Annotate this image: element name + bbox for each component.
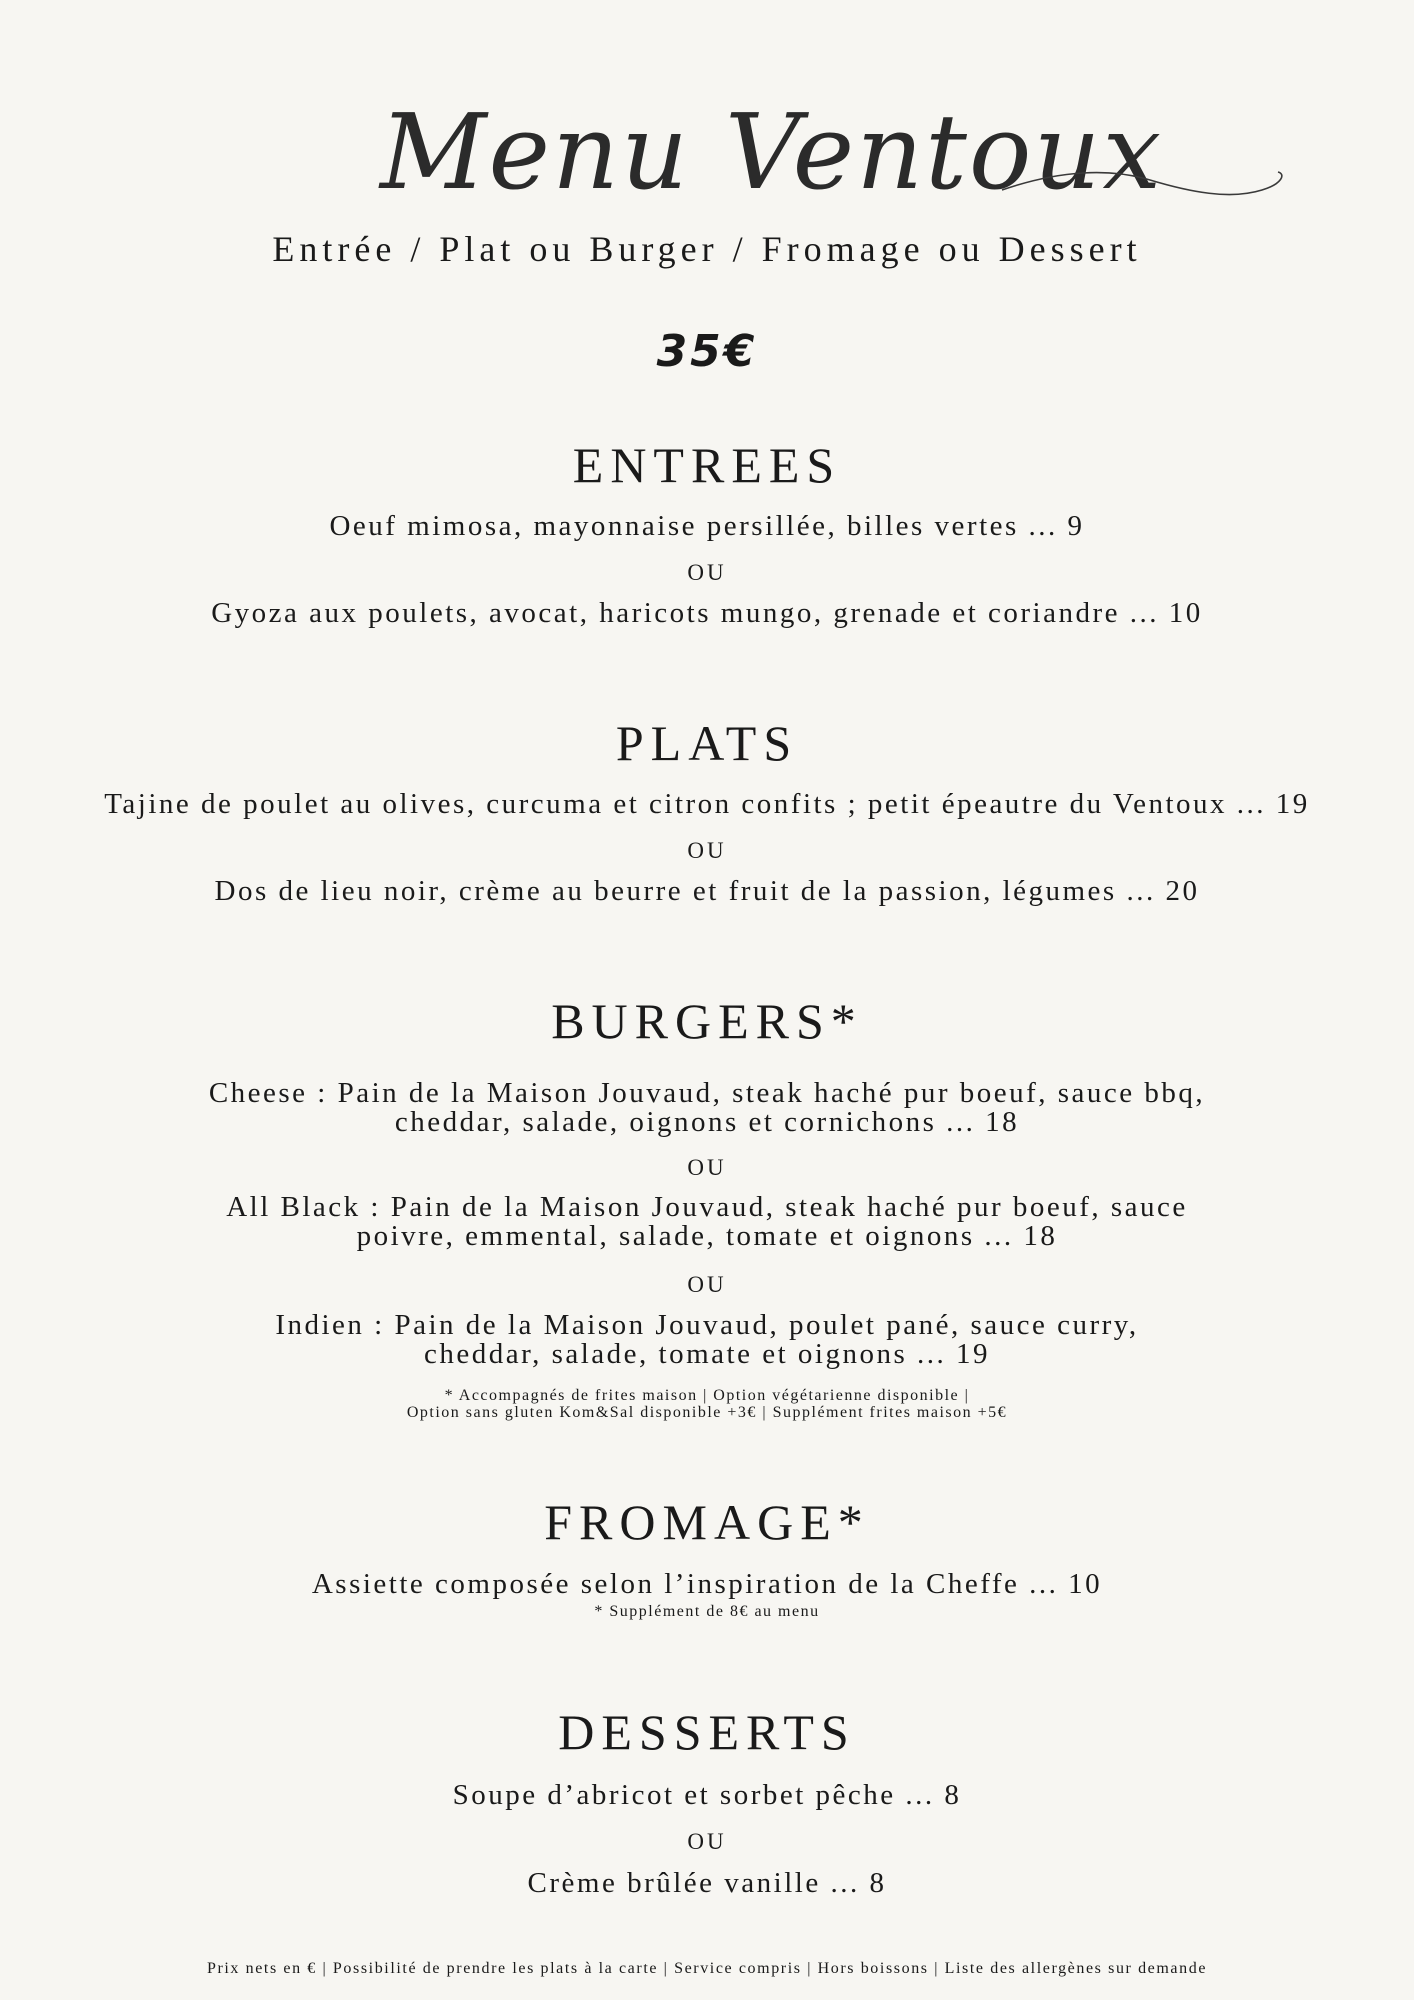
burger-item-all-black: [0, 1193, 1414, 1251]
section-heading-entrees: ENTREES: [572, 437, 842, 493]
menu-price: 35€: [656, 326, 758, 377]
burger-all-black-line-2: poivre, emmental, salade, tomate et oignons ... 18: [356, 1220, 1058, 1252]
menu-title: Menu Ventoux: [380, 91, 1164, 213]
or-separator: OU: [687, 560, 727, 585]
dessert-item-1: Soupe d’abricot et sorbet pêche ... 8: [452, 1779, 962, 1811]
dessert-item-2: Crème brûlée vanille ... 8: [527, 1867, 887, 1899]
burger-indien-line-1: Indien : Pain de la Maison Jouvaud, poulet pané, sauce curry,: [275, 1309, 1139, 1341]
entree-item-2: Gyoza aux poulets, avocat, haricots mungo, grenade et coriandre ... 10: [211, 597, 1203, 629]
or-separator: OU: [687, 1829, 727, 1854]
burgers-footnote-line-1: * Accompagnés de frites maison | Option végétarienne disponible |: [444, 1387, 970, 1404]
plat-item-1: Tajine de poulet au olives, curcuma et citron confits ; petit épeautre du Ventoux ... 19: [104, 788, 1310, 820]
menu-subtitle: Entrée / Plat ou Burger / Fromage ou Dessert: [272, 229, 1142, 269]
section-heading-burgers: BURGERS*: [551, 993, 863, 1049]
burger-indien-line-2: cheddar, salade, tomate et oignons ... 19: [423, 1338, 990, 1370]
plat-item-2: Dos de lieu noir, crème au beurre et fruit de la passion, légumes ... 20: [214, 875, 1200, 907]
burgers-footnote: [0, 1387, 1414, 1421]
or-separator: OU: [687, 1155, 727, 1180]
burger-cheese-line-2: cheddar, salade, oignons et cornichons ... 18: [394, 1106, 1020, 1138]
menu-footer: Prix nets en € | Possibilité de prendre les plats à la carte | Service compris | Hors boissons | Liste des allergènes sur demande: [206, 1960, 1208, 1977]
burger-item-indien: [0, 1311, 1414, 1369]
fromage-item: Assiette composée selon l’inspiration de la Cheffe ... 10: [311, 1568, 1103, 1600]
title-swash-ornament: [1000, 160, 1290, 210]
section-heading-fromage: FROMAGE*: [544, 1494, 870, 1550]
burger-all-black-line-1: All Black : Pain de la Maison Jouvaud, steak haché pur boeuf, sauce: [226, 1191, 1188, 1223]
or-separator: OU: [687, 838, 727, 863]
burgers-footnote-line-2: Option sans gluten Kom&Sal disponible +3€ | Supplément frites maison +5€: [406, 1404, 1008, 1421]
or-separator: OU: [687, 1272, 727, 1297]
fromage-footnote: * Supplément de 8€ au menu: [594, 1603, 820, 1620]
entree-item-1: Oeuf mimosa, mayonnaise persillée, billes vertes ... 9: [329, 510, 1085, 542]
section-heading-desserts: DESSERTS: [558, 1704, 856, 1760]
burger-item-cheese: [0, 1079, 1414, 1137]
burger-cheese-line-1: Cheese : Pain de la Maison Jouvaud, steak haché pur boeuf, sauce bbq,: [208, 1077, 1206, 1109]
section-heading-plats: PLATS: [615, 715, 799, 771]
